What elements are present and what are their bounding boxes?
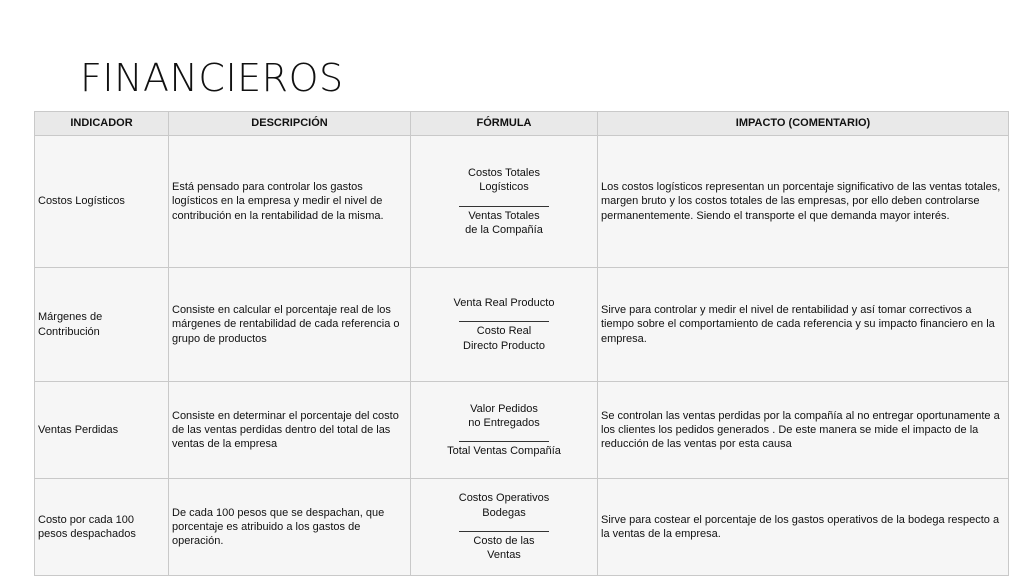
formula-numerator-line: Costos Totales: [468, 166, 540, 179]
cell-formula: [411, 479, 598, 576]
cell-indicador: Ventas Perdidas: [35, 382, 169, 479]
cell-descripcion: Está pensado para controlar los gastos logísticos en la empresa y medir el nivel de contribución en la rentabilidad de la misma.: [169, 136, 411, 268]
cell-impacto: Se controlan las ventas perdidas por la compañía al no entregar oportunamente a los clientes los pedidos generados . De este manera se mide el impacto de la reducción de las ventas por esta causa: [598, 382, 1009, 479]
header-indicador: INDICADOR: [35, 112, 169, 136]
formula-denominator-line: Costo de las: [473, 535, 535, 547]
fraction-bar: [459, 311, 549, 322]
cell-formula: [411, 136, 598, 268]
cell-impacto: Sirve para costear el porcentaje de los gastos operativos de la bodega respecto a la ventas de la empresa.: [598, 479, 1009, 576]
fraction-bar: [459, 431, 549, 442]
header-formula: FÓRMULA: [411, 112, 598, 136]
table-row: [35, 268, 1009, 382]
formula-numerator-line: Venta Real Producto: [453, 297, 555, 310]
formula-denominator-line: Ventas: [487, 549, 521, 562]
formula-numerator-line: Logísticos: [479, 181, 529, 194]
formula-denominator-line: Total Ventas Compañía: [447, 445, 561, 458]
formula-denominator-line: de la Compañía: [465, 223, 543, 236]
cell-formula: [411, 382, 598, 479]
cell-descripcion: De cada 100 pesos que se despachan, que porcentaje es atribuido a los gastos de operación.: [169, 479, 411, 576]
indicators-table: [34, 111, 1009, 576]
table-row: [35, 479, 1009, 576]
cell-formula: [411, 268, 598, 382]
cell-indicador: Costo por cada 100 pesos despachados: [35, 479, 169, 576]
formula-denominator-line: Directo Producto: [463, 339, 545, 352]
header-impacto: IMPACTO (COMENTARIO): [598, 112, 1009, 136]
table-row: [35, 136, 1009, 268]
fraction-bar: [459, 521, 549, 532]
table-row: [35, 382, 1009, 479]
formula-numerator-line: Bodegas: [482, 506, 526, 519]
cell-descripcion: Consiste en determinar el porcentaje del costo de las ventas perdidas dentro del total de las ventas de la empresa: [169, 382, 411, 479]
formula-denominator-line: Costo Real: [476, 325, 532, 338]
cell-impacto: Sirve para controlar y medir el nivel de rentabilidad y así tomar correctivos a tiempo sobre el comportamiento de cada referencia y su impacto financiero en la empresa.: [598, 268, 1009, 382]
cell-descripcion: Consiste en calcular el porcentaje real de los márgenes de rentabilidad de cada referencia o grupo de productos: [169, 268, 411, 382]
formula-numerator-line: Costos Operativos: [458, 492, 550, 505]
header-descripcion: DESCRIPCIÓN: [169, 112, 411, 136]
table-header-row: [35, 112, 1009, 136]
cell-indicador: Márgenes de Contribución: [35, 268, 169, 382]
cell-indicador: Costos Logísticos: [35, 136, 169, 268]
formula-numerator-line: no Entregados: [468, 416, 540, 429]
formula-numerator-line: Valor Pedidos: [470, 402, 538, 415]
fraction-bar: [459, 196, 549, 207]
page-title: FINANCIEROS: [80, 56, 344, 100]
cell-impacto: Los costos logísticos representan un porcentaje significativo de las ventas totales, margen bruto y los costos totales de las empresas, por ello deben controlarse permanentemente. Siendo el transporte el que demanda mayor interés.: [598, 136, 1009, 268]
formula-denominator-line: Ventas Totales: [468, 209, 540, 222]
